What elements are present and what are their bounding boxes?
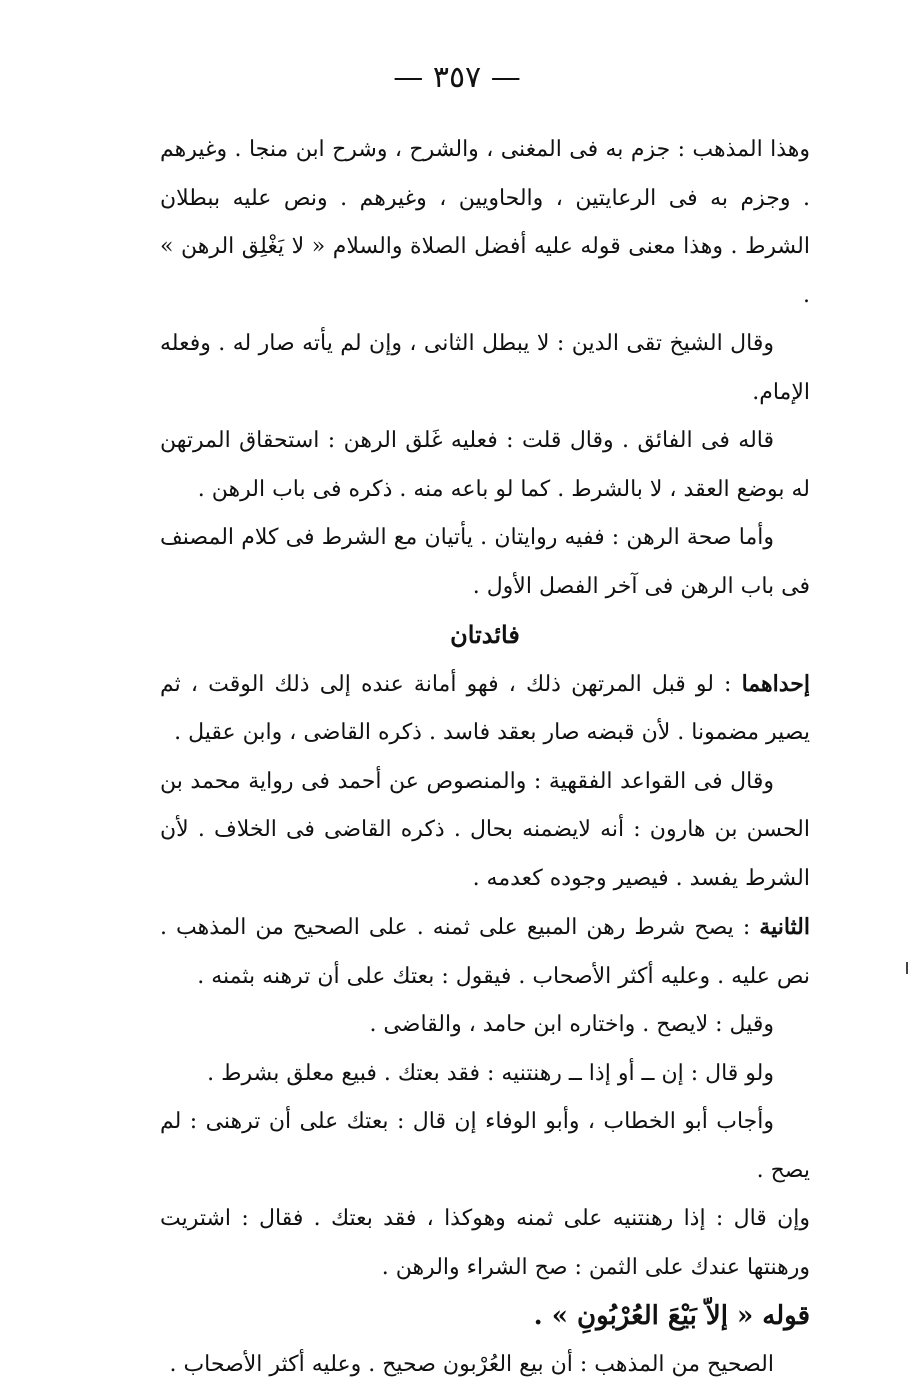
- paragraph-text: وقال فى القواعد الفقهية : والمنصوص عن أحمد فى رواية محمد بن الحسن بن هارون : أنه لايضمنه بحال . ذكره القاضى فى الخلاف . لأن الشرط يفسد . فيصير وجوده كعدمه .: [160, 769, 810, 891]
- paragraph-text: قاله فى الفائق . وقال قلت : فعليه غَلق الرهن : استحقاق المرتهن له بوضع العقد ، لا بالشرط . كما لو باعه منه . ذكره فى باب الرهن .: [160, 428, 810, 502]
- paragraph: [160, 1341, 810, 1389]
- paragraph: [160, 903, 810, 1001]
- paragraph: [160, 758, 810, 904]
- paragraph-text: ولو قال : إن ــ أو إذا ــ رهنتنيه : فقد بعتك . فبيع معلق بشرط .: [207, 1061, 774, 1086]
- paragraph: [160, 1195, 810, 1292]
- paragraph-text: : لو قبل المرتهن ذلك ، فهو أمانة عنده إلى ذلك الوقت ، ثم يصير مضمونا . لأن قبضه صار بعقد فاسد . ذكره القاضى ، وابن عقيل .: [160, 672, 810, 746]
- paragraph: [160, 660, 810, 758]
- paragraph: [160, 1050, 810, 1099]
- quoted-heading: [160, 1292, 810, 1341]
- paragraph-text: وقيل : لايصح . واختاره ابن حامد ، والقاضى .: [369, 1012, 774, 1037]
- page-number: — ٣٥٧ —: [0, 60, 914, 96]
- paragraph-text: وقال الشيخ تقى الدين : لا يبطل الثانى ، وإن لم يأته صار له . وفعله الإمام.: [160, 331, 810, 405]
- paragraph: [160, 320, 810, 417]
- paragraph-text: وإن قال : إذا رهنتنيه على ثمنه وهوكذا ، فقد بعتك . فقال : اشتريت ورهنتها عندك على الثمن : صح الشراء والرهن .: [160, 1206, 810, 1280]
- paragraph-text: وأما صحة الرهن : ففيه روايتان . يأتيان مع الشرط فى كلام المصنف فى باب الرهن فى آخر الفصل الأول .: [160, 525, 810, 599]
- page-body: [160, 126, 810, 1389]
- paragraph-lead: إحداهما: [742, 671, 810, 697]
- paragraph-lead: الثانية: [759, 914, 810, 940]
- section-heading: فائدتان: [160, 611, 810, 660]
- paragraph: [160, 1098, 810, 1195]
- paragraph: [160, 514, 810, 611]
- scan-edge-mark: [906, 962, 908, 974]
- paragraph: [160, 126, 810, 320]
- paragraph-text: وهذا المذهب : جزم به فى المغنى ، والشرح ، وشرح ابن منجا . وغيرهم . وجزم به فى الرعايتين ، والحاويين ، وغيرهم . ونص عليه ببطلان الشرط . وهذا معنى قوله عليه أفضل الصلاة والسلام « لا يَغْلِق الرهن » .: [160, 137, 810, 308]
- paragraph-text: الصحيح من المذهب : أن بيع العُرْبون صحيح . وعليه أكثر الأصحاب .: [169, 1352, 774, 1377]
- paragraph: [160, 417, 810, 514]
- paragraph-text: قوله « إلاّ بَيْعَ العُرْبُونِ » .: [534, 1301, 810, 1331]
- paragraph-text: وأجاب أبو الخطاب ، وأبو الوفاء إن قال : بعتك على أن ترهنى : لم يصح .: [160, 1109, 810, 1183]
- paragraph-text: : يصح شرط رهن المبيع على ثمنه . على الصحيح من المذهب . نص عليه . وعليه أكثر الأصحاب . فيقول : بعتك على أن ترهنه بثمنه .: [160, 915, 810, 989]
- paragraph: [160, 1001, 810, 1050]
